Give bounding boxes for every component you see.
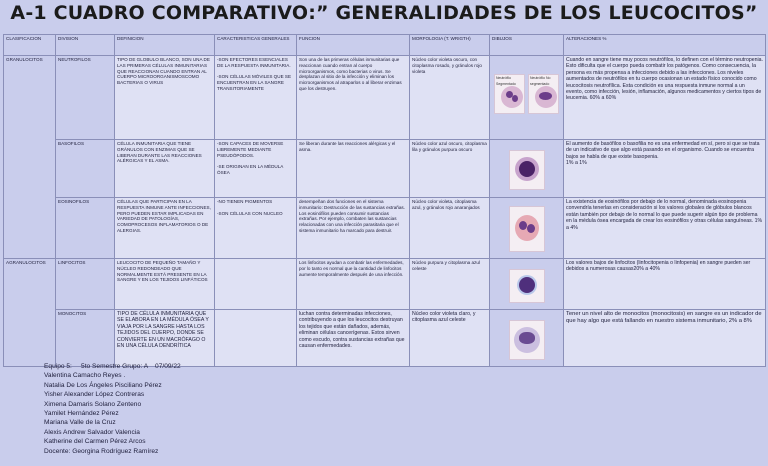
member-name: Yisher Alexander López Contreras [44, 391, 145, 399]
lymphocyte-image [509, 269, 545, 303]
table-row [4, 310, 766, 367]
member-name: Ximena Damaris Solano Zenteno [44, 400, 142, 408]
function-cell: desempeñan dos funciones en el sistema inmunitario: Destrucción de las sustancias extrañas. Los eosinófilos pueden consumir sustancias extrañas. Por ejemplo, combaten las sustancias relacionadas con una infección parasitaria que el sistema inmunitario ha marcado para destruir. [297, 198, 410, 259]
table-header-row [4, 35, 766, 56]
member-name: Katherine del Carmen Pérez Arcos [44, 438, 146, 446]
table-row [4, 259, 766, 310]
neutrophil-segmented-image: Neutrófilo Segmentado [494, 74, 525, 114]
table-row [4, 140, 766, 198]
header-cell: FUNCION [297, 35, 410, 56]
alterations-cell: Cuando en sangre tiene muy pocos neutrófilos, lo definen con el término neutropenia. Esto dificulta que el cuerpo pueda combatir los patógenos. Como consecuencia, la persona es más propensa a infecciones debido a las infecciones. Los niveles aumentados de neutrófilos en tu cuerpo ocasionan un estado físico conocido como leucocitosis neutrofílica. Esta condición es una respuesta inmune normal a un evento, como infección, lesión, inflamación, algunos medicamentos y ciertos tipos de leucemia. 60% a 60% [564, 56, 766, 140]
neutrophil-band-image: Neutrófilo No segmentado [528, 74, 559, 114]
division-cell: MONOCITOS [56, 310, 115, 367]
function-cell: luchan contra determinadas infecciones, contribuyendo a que los leucocitos destruyan los tejidos que están dañados, además, eliminan células cancerígenas. Estos sirven como escudo, contra sustancias extrañas que causan enfermedades. [297, 310, 410, 367]
definition-cell: TIPO DE GLOBULO BLANCO, SON UNA DE LAS PRIMERAS CÉLULAS INMUNITARIAS QUE REACCIONAN CUANDO ENTRAN AL CUERPO MICROORGANISMOSCOMO BACTERIAS O VIRUS [115, 56, 215, 140]
member-name: Natalia De Los Ángeles Pisciliano Pérez [44, 381, 162, 389]
function-cell: Se liberan durante las reacciones alérgicas y el asma. [297, 140, 410, 198]
division-cell: LINFOCITOS [56, 259, 115, 310]
comparison-table [3, 34, 766, 367]
drawing-cell [490, 259, 564, 310]
header-cell: DEFINICION [115, 35, 215, 56]
drawing-cell [490, 56, 564, 140]
alterations-cell: La existencia de eosinófilos por debajo de lo normal, denominada eosinopenia convendría tenerlas en consideración si los valores globales de glóbulos blancos están también por debajo de lo normal lo que puede sugerir algún tipo de problema en la médula ósea encargada de crear los eosinófilos y otras células sanguíneas. 1% a 4% [564, 198, 766, 259]
drawing-cell [490, 198, 564, 259]
team-line: Equipo 5: 5to Semestre Grupo: A 07/09/22 [44, 363, 181, 370]
monocyte-image [509, 320, 545, 360]
morphology-cell: Núcleo color violeta oscuro, con citoplasma rosado, y gránulos rojo violeta [410, 56, 490, 140]
team-credits [44, 362, 181, 456]
characteristics-cell [215, 310, 297, 367]
function-cell: Son una de las primeras células inmunitarias que reaccionan cuando entran al cuerpo microorganismos, como bacterias o virus. Se desplazan al sitio de la infección y eliminan los microorganismos al atraparlos o al liberar enzimas que los destruyen. [297, 56, 410, 140]
morphology-cell: Núcleo color violeta, citoplasma azul, y gránulos rojo anaranjados [410, 198, 490, 259]
characteristics-cell: -SON EFECTORES ESENCIALES DE LA RESPUESTA INMUNITARIA. -SON CÉLULAS MÓVILES QUE SE ENCUENTRAN EN LA SANGRE TRANSITORIAMENTE [215, 56, 297, 140]
header-cell: ALTERACIONES % [564, 35, 766, 56]
eosinophil-image [509, 206, 545, 252]
function-cell: Los linfocitos ayudan a combatir las enfermedades, por lo tanto es normal que la cantidad de linfocitos aumente temporalmente después de una infección. [297, 259, 410, 310]
drawing-cell [490, 310, 564, 367]
division-cell: EOSINOFILOS [56, 198, 115, 259]
member-name: Yamilet Hernández Pérez [44, 410, 119, 418]
division-cell: BASOFILOS [56, 140, 115, 198]
morphology-cell: Núcleo color violeta claro, y citoplasma azul celeste [410, 310, 490, 367]
characteristics-cell [215, 259, 297, 310]
characteristics-cell: -SON CAPACES DE MOVERSE LIBREMENTE MEDIANTE PSEUDÓPODOS. -SE ORIGINAN EN LA MÉDULA ÓSEA [215, 140, 297, 198]
header-cell: DIBUJOS [490, 35, 564, 56]
alterations-cell: Los valores bajos de linfocitos (linfocitopenia o linfopenia) en sangre pueden ser debidos a numerosas causas20% a 40% [564, 259, 766, 310]
member-name: Valentina Camacho Reyes . [44, 372, 126, 380]
morphology-cell: Núcleo purpura y citoplasma azul celeste [410, 259, 490, 310]
member-name: Mariana Valle de la Cruz [44, 419, 116, 427]
page-title: A-1 CUADRO COMPARATIVO:” GENERALIDADES DE LOS LEUCOCITOS” [10, 2, 758, 24]
alterations-cell: El aumento de basófilos o basofilia no es una enfermedad en sí, pero si que se trata de un indicativo de que algo está pasando en el organismo. Cuando se encuentra bajos se habla de que existe basopenia. 1% a 1% [564, 140, 766, 198]
division-cell: NEUTROFILOS [56, 56, 115, 140]
definition-cell: CÉLULA INMUNITARIA QUE TIENE GRÁNULOS CON ENZIMAS QUE SE LIBERAN DURANTE LAS REACCIONES ALÉRGICAS Y EL ASMA. [115, 140, 215, 198]
header-cell: CARACTERISTICAS GENERALES [215, 35, 297, 56]
table-row [4, 198, 766, 259]
table-row [4, 56, 766, 140]
header-cell: MORFOLOGIA (T. WRIGTH) [410, 35, 490, 56]
basophil-image [509, 150, 545, 190]
characteristics-cell: -NO TIENEN PIGMENTOS -SON CÉLULAS CON NUCLEO [215, 198, 297, 259]
morphology-cell: Núcleo color azul oscuro, citoplasma lila y gránulos purpura oscuro [410, 140, 490, 198]
definition-cell: CÉLULAS QUE PARTICIPAN EN LA RESPUESTA INMUNE ANTE INFECCIONES, PERO PUEDEN ESTAR IMPLICADAS EN VARIEDAD DE PATOLOGÍAS, COMOPROCESOS INFLAMATORIOS O DE ALERGIAS. [115, 198, 215, 259]
alterations-cell: Tener un nivel alto de monocitos (monocitosis) en sangre es un indicador de que hay algo que está fallando en nuestro sistema inmunitario, 2% a 8% [564, 310, 766, 367]
teacher-name: Docente: Georgina Rodríguez Ramírez [44, 447, 159, 455]
drawing-cell [490, 140, 564, 198]
classification-agranulocitos: AGRANULOCITOS [4, 259, 56, 367]
definition-cell: TIPO DE CÉLULA INMUNITARIA QUE SE ELABORA EN LA MÉDULA ÓSEA Y VIAJA POR LA SANGRE HASTA LOS TEJIDOS DEL CUERPO, DONDE SE CONVIERTE EN UN MACRÓFAGO O EN UNA CÉLULA DENDRÍTICA [115, 310, 215, 367]
header-cell: CLASIFICACION [4, 35, 56, 56]
definition-cell: LEUCOCITO DE PEQUEÑO TAMAÑO Y NÚCLEO REDONDEADO QUE NORMALMENTE ESTÁ PRESENTE EN LA SANGRE Y EN LOS TEJIDOS LINFÁTICOS [115, 259, 215, 310]
classification-granulocitos: GRANULOCITOS [4, 56, 56, 259]
header-cell: DIVISION [56, 35, 115, 56]
member-name: Alexis Andrew Salvador Valencia [44, 428, 140, 436]
